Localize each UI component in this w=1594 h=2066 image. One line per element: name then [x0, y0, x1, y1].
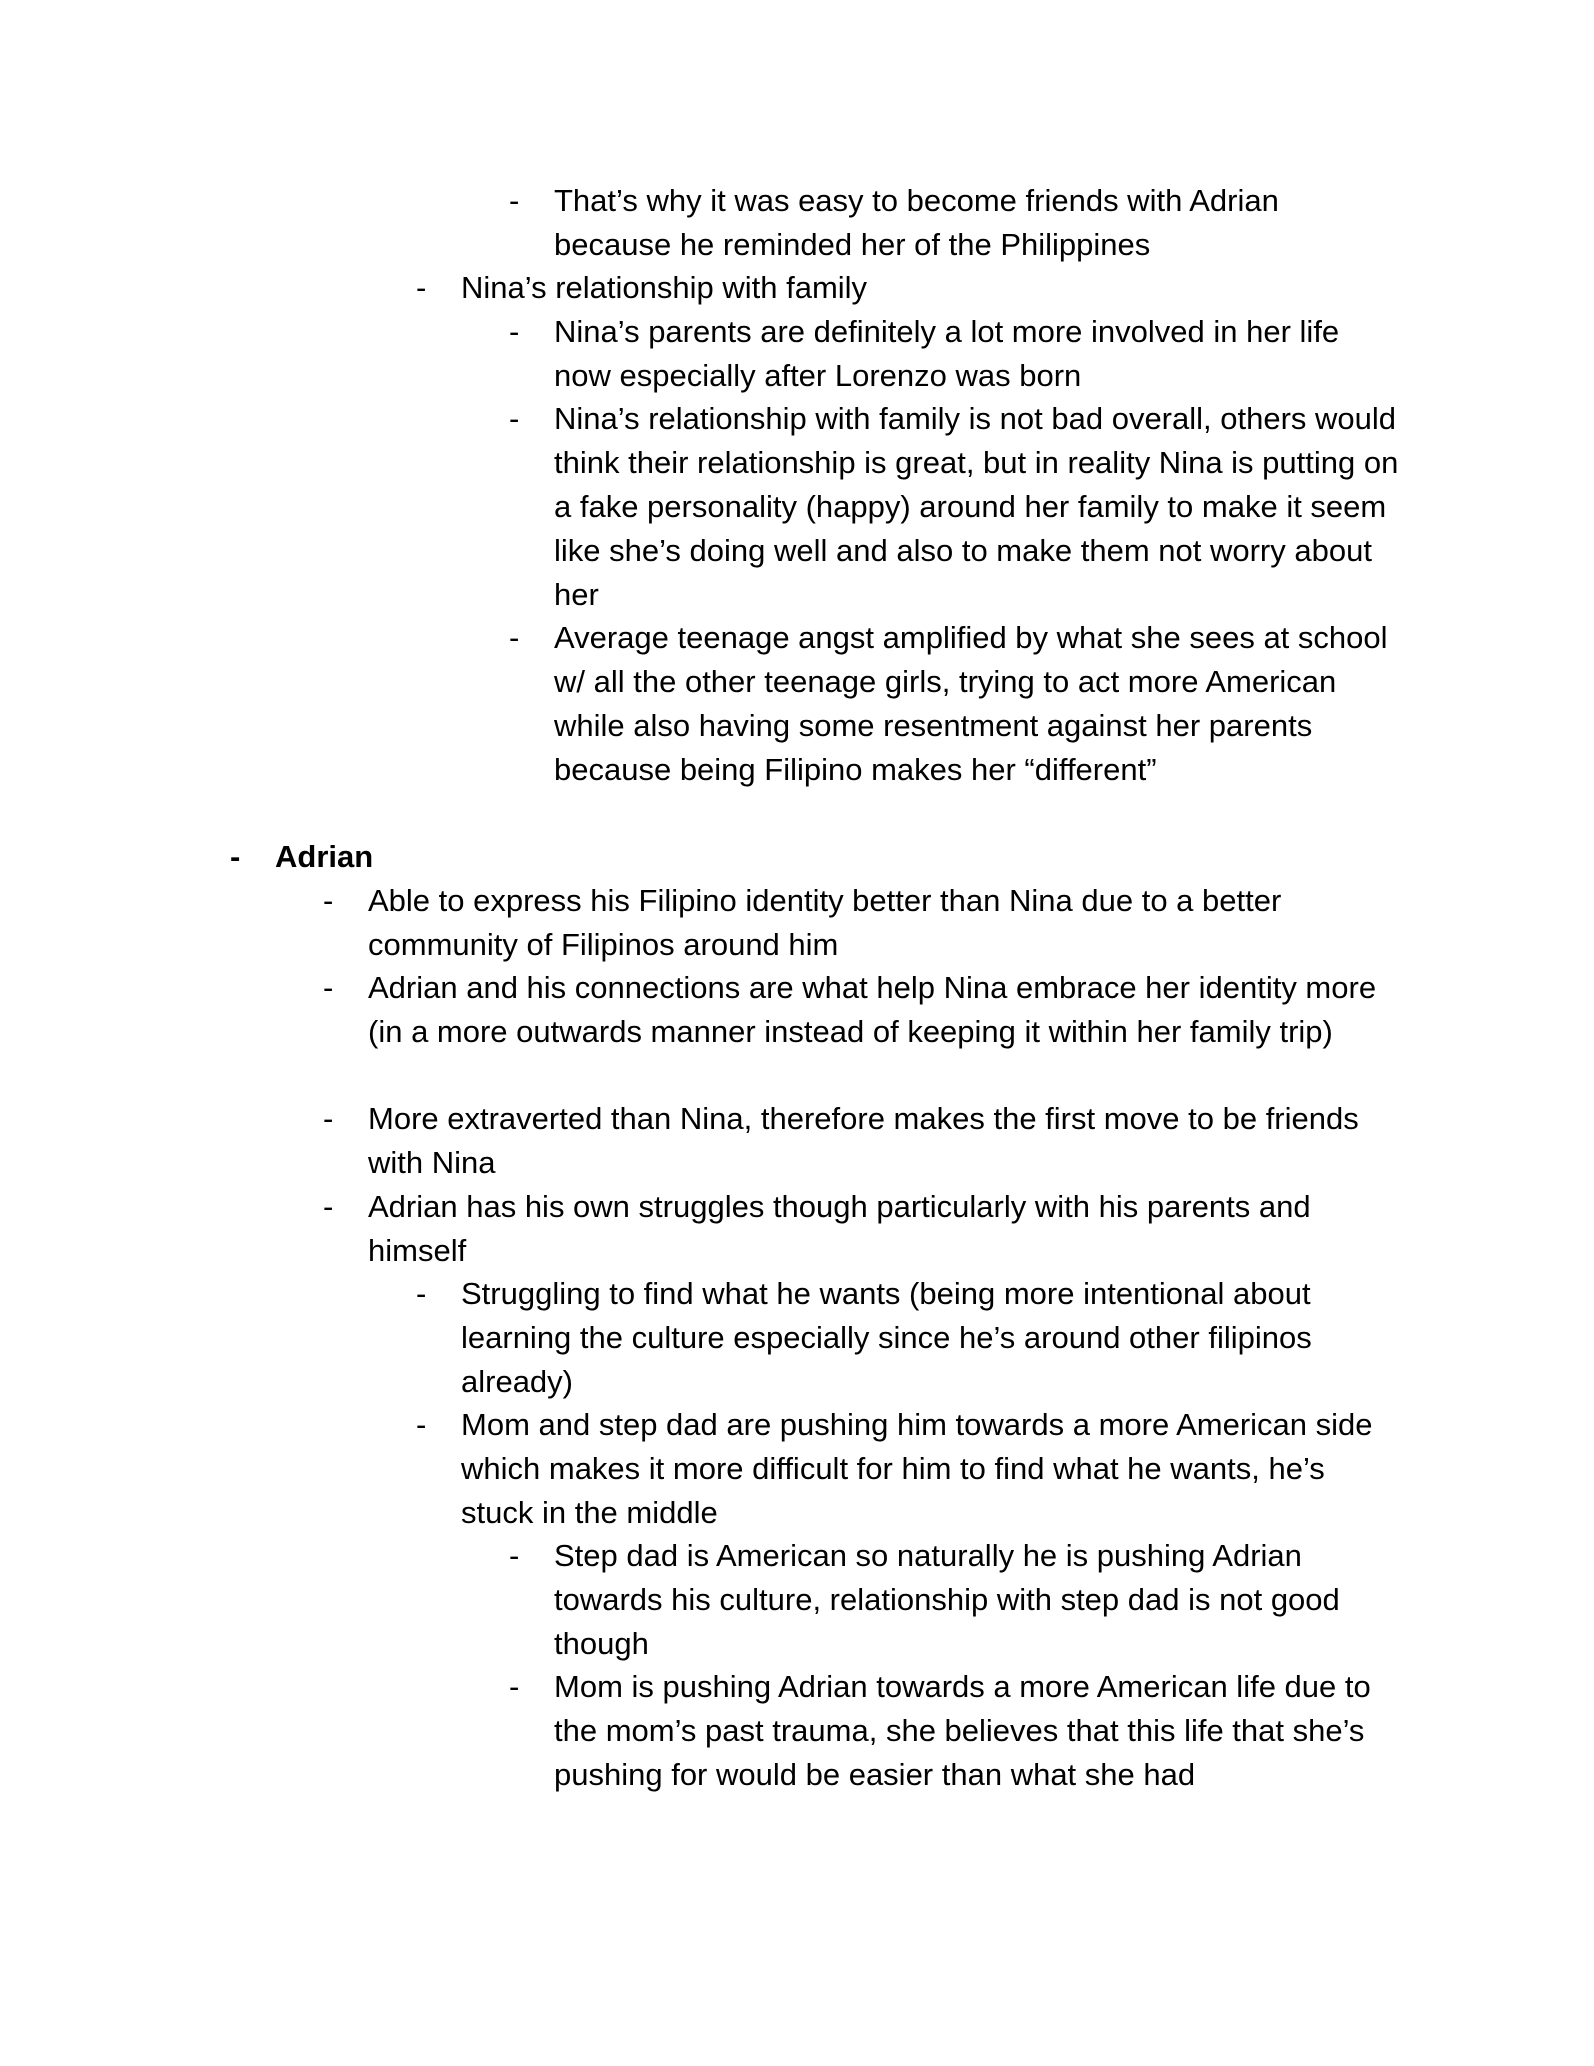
list-item — [509, 1665, 1404, 1797]
list-item — [323, 879, 1398, 967]
bullet-dash: - — [416, 1407, 427, 1442]
list-item — [416, 266, 1401, 310]
list-item-text: Nina’s parents are definitely a lot more involved in her life now especially after Lorenzo was born — [554, 314, 1340, 393]
list-item-text: Struggling to find what he wants (being more intentional about learning the culture especially since he’s around other filipinos already) — [461, 1276, 1312, 1399]
list-item — [323, 1185, 1398, 1273]
bullet-dash: - — [416, 1276, 427, 1311]
section-heading-adrian — [230, 835, 1395, 879]
bullet-dash: - — [509, 183, 520, 218]
list-item — [323, 966, 1398, 1054]
list-item-text: Able to express his Filipino identity better than Nina due to a better community of Filipinos around him — [368, 883, 1282, 962]
bullet-dash: - — [230, 839, 241, 874]
bullet-dash: - — [416, 270, 427, 305]
list-item-text: That’s why it was easy to become friends with Adrian because he reminded her of the Philippines — [554, 183, 1279, 262]
list-item-text: Mom is pushing Adrian towards a more American life due to the mom’s past trauma, she believes that this life that she’s pushing for would be easier than what she had — [554, 1669, 1371, 1792]
bullet-dash: - — [323, 970, 334, 1005]
bullet-dash: - — [323, 883, 334, 918]
list-item-text: More extraverted than Nina, therefore makes the first move to be friends with Nina — [368, 1101, 1359, 1180]
bullet-dash: - — [323, 1189, 334, 1224]
section-heading-text: Adrian — [275, 839, 374, 874]
list-item — [416, 1403, 1401, 1535]
list-item-text: Adrian has his own struggles though particularly with his parents and himself — [368, 1189, 1311, 1268]
list-item — [323, 1097, 1398, 1185]
list-item-text: Average teenage angst amplified by what she sees at school w/ all the other teenage girls, trying to act more American while also having some resentment against her parents because being Filipino makes her “different” — [554, 620, 1388, 787]
bullet-dash: - — [509, 1538, 520, 1573]
list-item-text: Step dad is American so naturally he is pushing Adrian towards his culture, relationship with step dad is not good though — [554, 1538, 1340, 1661]
list-item-text: Nina’s relationship with family is not bad overall, others would think their relationship is great, but in reality Nina is putting on a fake personality (happy) around her family to make it seem like she’s doing well and also to make them not worry about her — [554, 401, 1399, 612]
bullet-dash: - — [509, 620, 520, 655]
list-item — [509, 1534, 1404, 1666]
list-item-text: Mom and step dad are pushing him towards a more American side which makes it more difficult for him to find what he wants, he’s stuck in the middle — [461, 1407, 1373, 1530]
bullet-dash: - — [509, 401, 520, 436]
bullet-dash: - — [323, 1101, 334, 1136]
list-item — [416, 1272, 1401, 1404]
list-item — [509, 616, 1404, 792]
bullet-dash: - — [509, 1669, 520, 1704]
list-item — [509, 179, 1404, 267]
list-item — [509, 397, 1404, 617]
bullet-dash: - — [509, 314, 520, 349]
list-item — [509, 310, 1404, 398]
list-item-text: Adrian and his connections are what help Nina embrace her identity more (in a more outwards manner instead of keeping it within her family trip) — [368, 970, 1377, 1049]
list-item-text: Nina’s relationship with family — [461, 270, 868, 305]
